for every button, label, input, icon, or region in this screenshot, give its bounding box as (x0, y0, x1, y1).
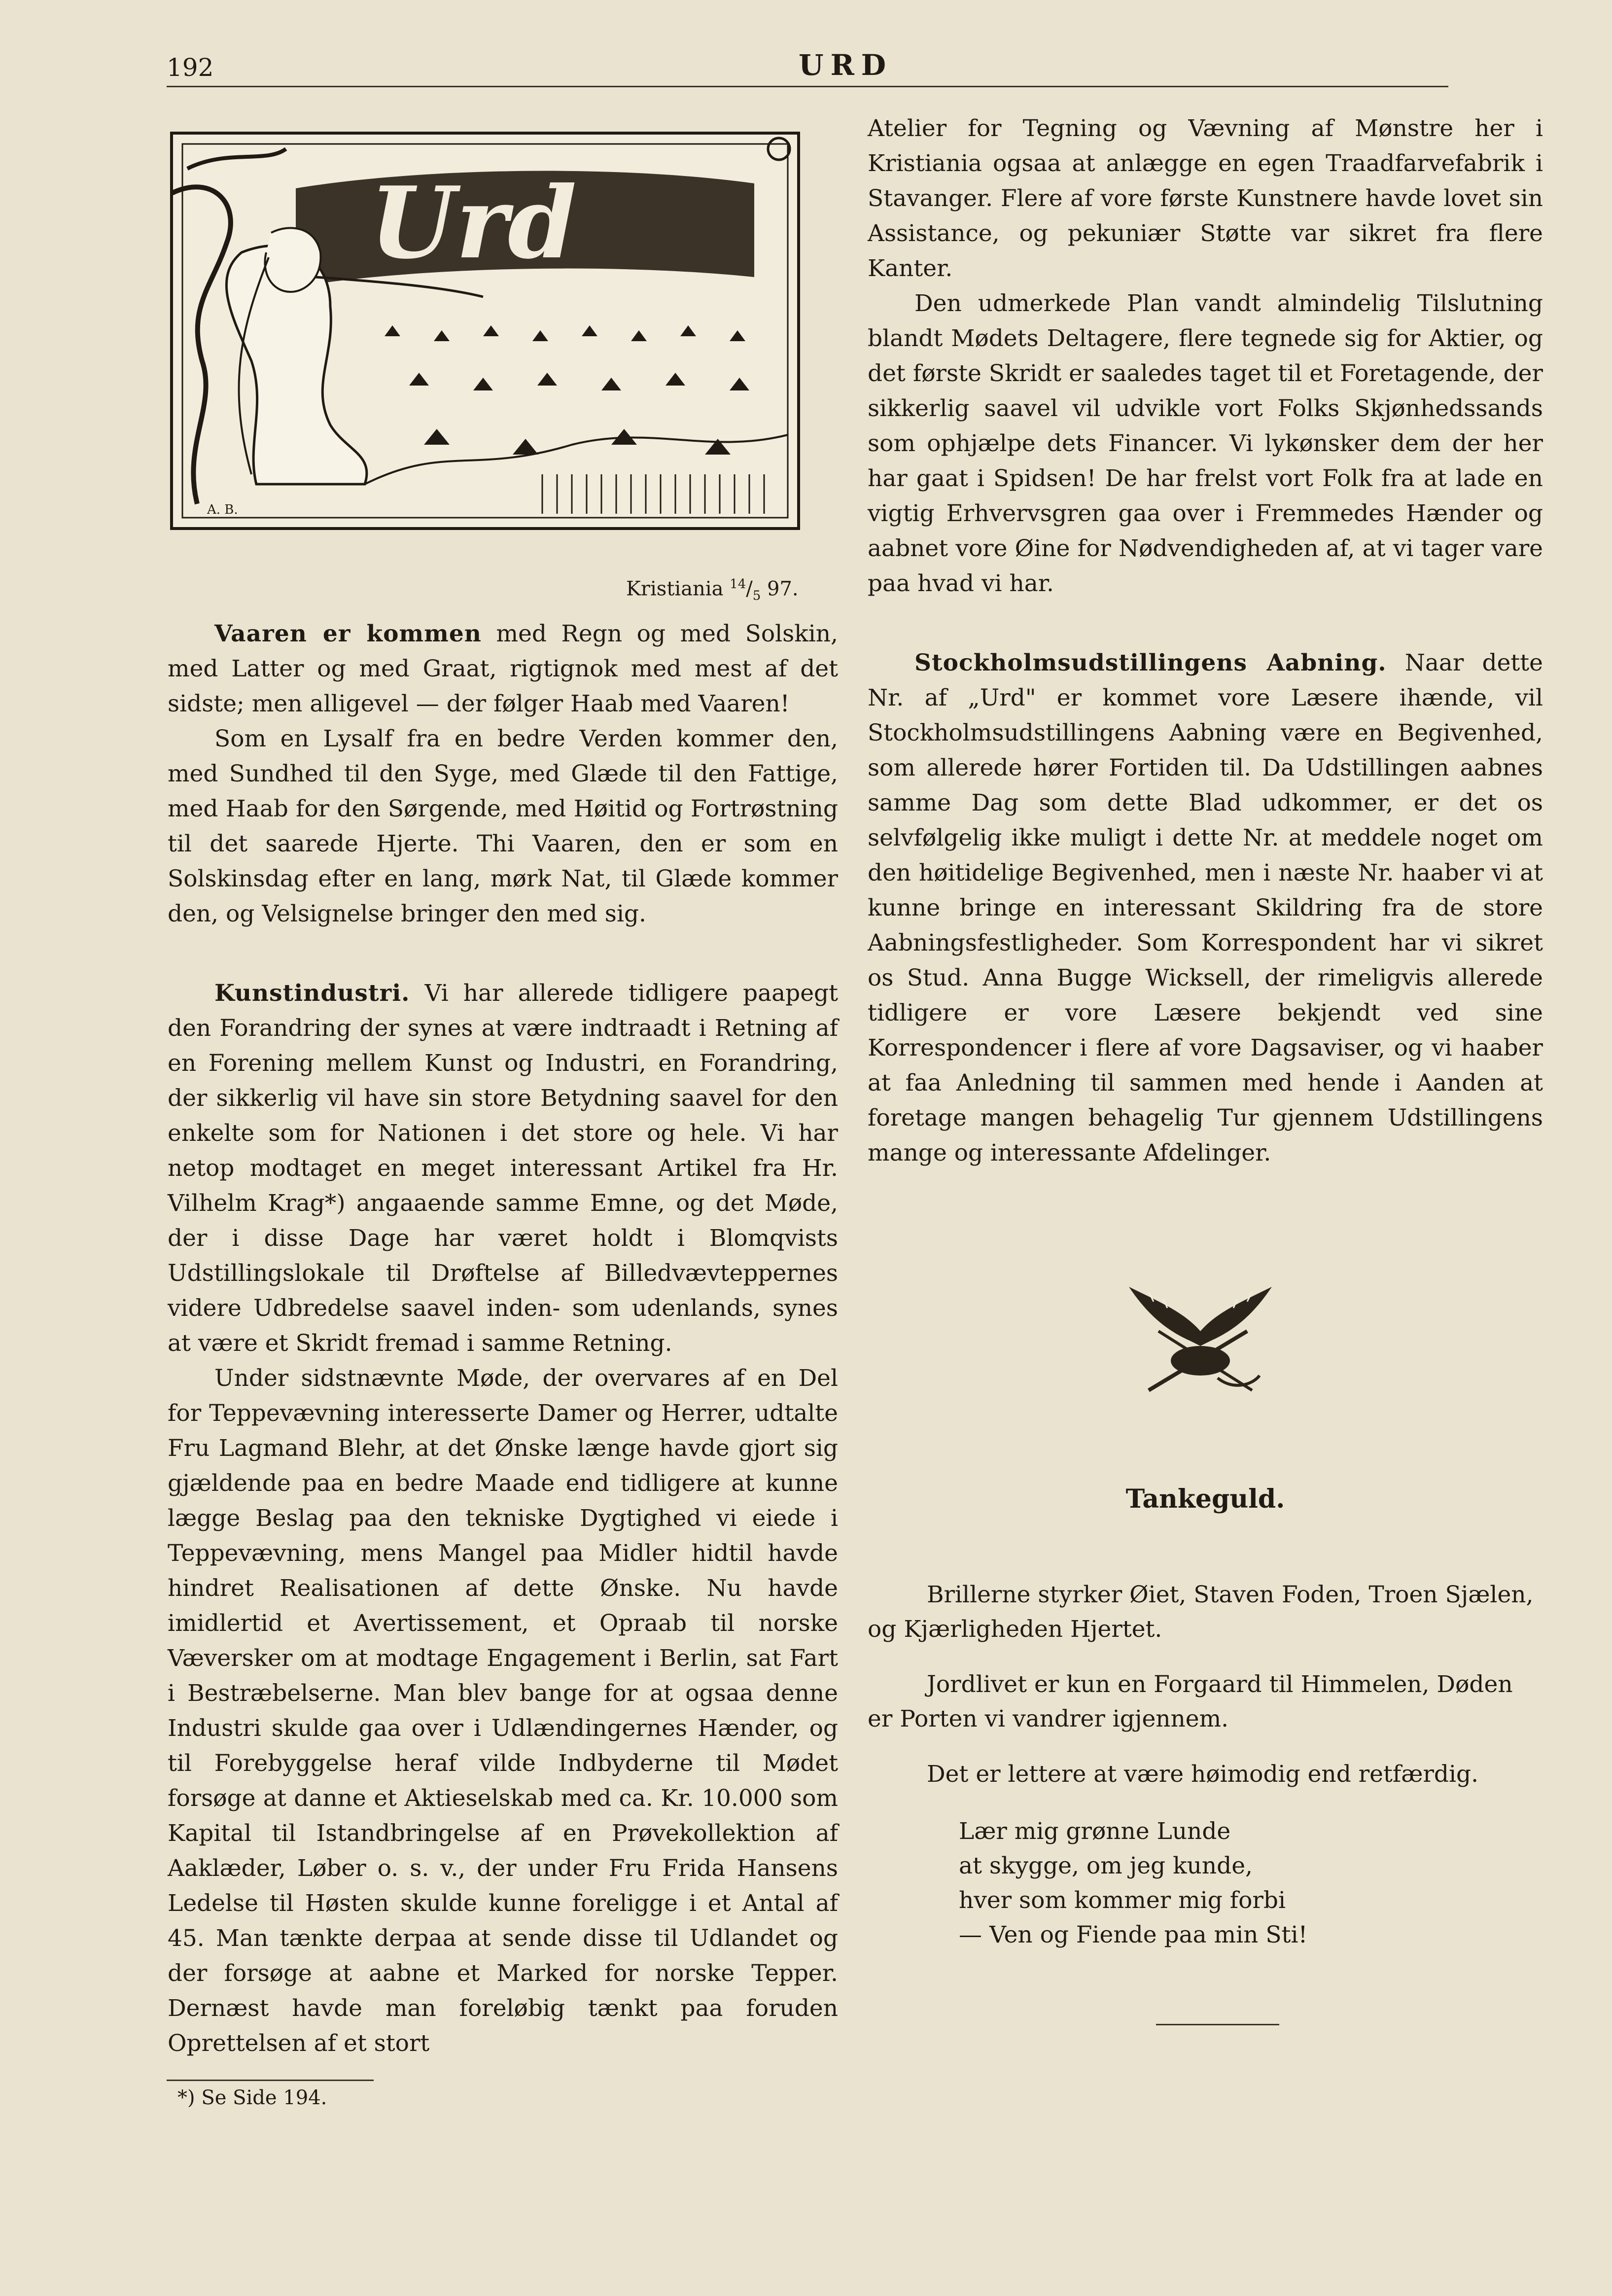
paragraph-kunstindustri (168, 976, 838, 1361)
lead-stockholm: Stockholmsudstillingens Aabning. (914, 649, 1387, 676)
caption-city: Kristiania (626, 577, 724, 600)
paragraph-atelier: Atelier for Tegning og Vævning af Mønstre her i Kristiania ogsaa at anlægge en egen Traadfarvefabrik i Stavanger. Flere af vore første Kunstnere havde lovet sin Assistance, og pekuniær Støtte var sikret fra flere Kanter. (868, 115, 1543, 282)
illustration-caption: Kristiania $^{14}/_5$ 97. (626, 577, 799, 603)
running-title: URD (799, 48, 893, 82)
paragraph-moede: Under sidstnævnte Møde, der overvares af en Del for Teppevævning interesserte Damer og Herrer, udtalte Fru Lagmand Blehr, at det Ønske længe havde gjort sig gjældende paa en bedre Maade end tidligere at kunne lægge Beslag paa den tekniske Dygtighed vi eiede i Teppevævning, mens Mangel paa Midler hidtil havde hindret Realisationen af dette Ønske. Nu havde imidlertid et Avertissement, et Opraab til norske Væversker om at modtage Engagement i Berlin, sat Fart i Bestræbelserne. Man blev bange for at ogsaa denne Industri skulde gaa over i Udlændingernes Hænder, og til Forebyggelse heraf vilde Indbyderne til Mødet forsøge at danne et Aktieselskab med ca. Kr. 10.000 som Kapital til Istandbringelse af en Prøvekollektion af Aaklæder, Løber o. s. v., der under Fru Frida Hansens Ledelse til Høsten skulde kunne foreligge i et Antal af 45. Man tænkte derpaa at sende disse til Udlandet og der forsøge at aabne et Marked for norske Tepper. Dernæst havde man foreløbig tænkt paa foruden Oprettelsen af et stort (168, 1365, 838, 2057)
quote-3: Det er lettere at være høimodig end retfærdig. (927, 1761, 1479, 1788)
urd-cover-illustration (168, 129, 803, 532)
poem-line: — Ven og Fiende paa min Sti! (959, 1921, 1308, 1948)
tankeguld-quotes (868, 1578, 1543, 1812)
page-number: 192 (167, 53, 214, 82)
footnote: *) Se Side 194. (177, 2086, 327, 2109)
poem-line: hver som kommer mig forbi (959, 1887, 1286, 1914)
artist-signature: A. B. (207, 502, 238, 517)
footnote-rule (167, 2080, 374, 2081)
tankeguld-title: Tankeguld. (1125, 1484, 1285, 1514)
poem (959, 1814, 1307, 1952)
paragraph-plan: Den udmerkede Plan vandt almindelig Tilslutning blandt Mødets Deltagere, flere tegnede sig for Aktier, og det første Skridt er saaledes taget til et Foretagende, der sikkerlig saavel vil udvikle vort Folks Skjønhedssands som ophjælpe dets Financer. Vi lykønsker dem der her har gaat i Spidsen! De har frelst vort Folk fra at lade en vigtig Erhvervsgren gaa over i Fremmedes Hænder og aabnet vore Øine for Nødvendigheden af, at vi tager vare paa hvad vi har. (868, 290, 1543, 597)
paragraph-vaaren (168, 616, 838, 721)
end-rule (1156, 2024, 1279, 2025)
paragraph-stockholm (868, 645, 1543, 1170)
paragraph-text: Vi har allerede tidligere paapegt den Forandring der synes at være indtraadt i Retning af en Forening mellem Kunst og Industri, en Forandring, der sikkerlig vil have sin store Betydning saavel for den enkelte som for Nationen i det store og hele. Vi har netop modtaget en meget interessant Artikel fra Hr. Vilhelm Krag*) angaaende samme Emne, og det Møde, der i disse Dage har været holdt i Blomqvists Udstillingslokale til Drøftelse af Billedvævteppernes videre Udbredelse saavel inden- som udenlands, synes at være et Skridt fremad i samme Retning. (168, 980, 838, 1357)
right-column (868, 111, 1543, 1170)
caption-day: 14 (730, 577, 746, 592)
left-column (168, 616, 838, 2061)
lead-vaaren: Vaaren er kommen (214, 620, 482, 647)
lead-kunstindustri: Kunstindustri. (214, 980, 410, 1007)
quote-2: Jordlivet er kun en Forgaard til Himmelen, Døden er Porten vi vandrer igjennem. (868, 1671, 1513, 1732)
paragraph-lysalf: Som en Lysalf fra en bedre Verden kommer den, med Sundhed til den Syge, med Glæde til den Fattige, med Haab for den Sørgende, med Høitid og Fortrøstning til det saarede Hjerte. Thi Vaaren, den er som en Solskinsdag efter en lang, mørk Nat, til Glæde kommer den, og Velsignelse bringer den med sig. (168, 725, 838, 927)
ornament-vignette (1119, 1272, 1282, 1400)
masthead-text: Urd (370, 165, 577, 281)
header-rule (167, 86, 1448, 87)
paragraph-text: med Regn og med Solskin, med Latter og med Graat, rigtignok med mest af det sidste; men alligevel — der følger Haab med Vaaren! (168, 620, 838, 717)
caption-year: 97. (767, 577, 799, 600)
caption-month: 5 (752, 588, 761, 603)
poem-line: Lær mig grønne Lunde (959, 1818, 1231, 1845)
quote-1: Brillerne styrker Øiet, Staven Foden, Troen Sjælen, og Kjærligheden Hjertet. (868, 1581, 1534, 1643)
paragraph-text: Naar dette Nr. af „Urd" er kommet vore Læsere ihænde, vil Stockholmsudstillingens Aabning være en Begivenhed, som allerede hører Fortiden til. Da Udstillingen aabnes samme Dag som dette Blad udkommer, er det os selvfølgelig ikke muligt i dette Nr. at meddele noget om den høitidelige Begivenhed, men i næste Nr. haaber vi at kunne bringe en interessant Skildring fra de store Aabningsfestligheder. Som Korrespondent har vi sikret os Stud. Anna Bugge Wicksell, der rimeligvis allerede tidligere er vore Læsere bekjendt ved sine Korrespondencer i flere af vore Dagsaviser, og vi haaber at faa Anledning til sammen med hende i Aanden at foretage mangen behagelig Tur gjennem Udstillingens mange og interessante Afdelinger. (868, 649, 1543, 1166)
poem-line: at skygge, om jeg kunde, (959, 1852, 1253, 1879)
